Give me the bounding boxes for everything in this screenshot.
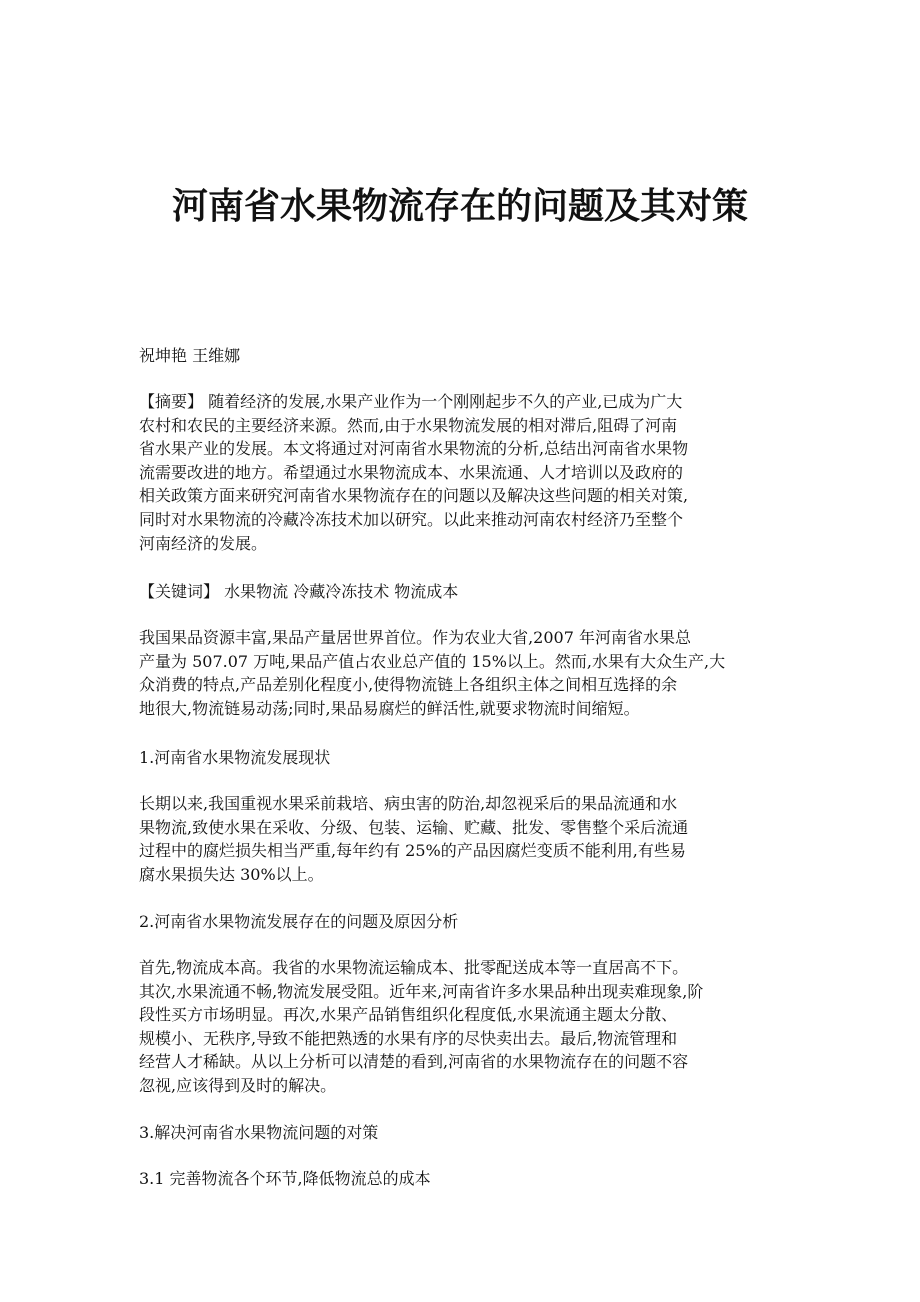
section-heading-1: 1.河南省水果物流发展现状 [139, 748, 331, 767]
subsection-heading-3-1: 3.1 完善物流各个环节,降低物流总的成本 [139, 1169, 431, 1188]
section-2-paragraph: 首先,物流成本高。我省的水果物流运输成本、批零配送成本等一直居高不下。 其次,水果流通不畅,物流发展受阻。近年来,河南省许多水果品种出现卖难现象,阶 段性买方市场明显。再次,水果产品销售组织化程度低,水果流通主题太分散、 规模小、无秩序,导致不能把熟透的水果有序的尽快卖出去。最后,物流管理和 经营人才稀缺。从以上分析可以清楚的看到,河南省的水果物流存在的问题不容 忽视,应该得到及时的解决。 [139, 958, 704, 1095]
section-1-paragraph: 长期以来,我国重视水果采前栽培、病虫害的防治,却忽视采后的果品流通和水 果物流,致使水果在采收、分级、包装、运输、贮藏、批发、零售整个采后流通 过程中的腐烂损失相当严重,每年约有 25%的产品因腐烂变质不能利用,有些易 腐水果损失达 30%以上。 [139, 794, 689, 884]
keywords-paragraph [139, 580, 784, 604]
authors: 祝坤艳 王维娜 [139, 346, 241, 365]
intro-paragraph: 我国果品资源丰富,果品产量居世界首位。作为农业大省,2007 年河南省水果总 产量为 507.07 万吨,果品产值占农业总产值的 15%以上。然而,水果有大众生产,大 众消费的特点,产品差别化程度小,使得物流链上各组织主体之间相互选择的余 地很大,物流链易动荡;同时,果品易腐烂的鲜活性,就要求物流时间缩短。 [139, 628, 726, 718]
section-heading-2: 2.河南省水果物流发展存在的问题及原因分析 [139, 912, 459, 931]
keywords-text: 水果物流 冷藏冷冻技术 物流成本 [219, 582, 459, 601]
keywords-label: 【关键词】 [139, 582, 220, 601]
abstract-label: 【摘要】 [139, 392, 204, 411]
document-title: 河南省水果物流存在的问题及其对策 [171, 186, 748, 227]
abstract-paragraph [139, 390, 784, 555]
section-heading-3: 3.解决河南省水果物流问题的对策 [139, 1123, 379, 1142]
abstract-text: 随着经济的发展,水果产业作为一个刚刚起步不久的产业,已成为广大 农村和农民的主要经济来源。然而,由于水果物流发展的相对滞后,阻碍了河南 省水果产业的发展。本文将通过对河南省水果物流的分析,总结出河南省水果物 流需要改进的地方。希望通过水果物流成本、水果流通、人才培训以及政府的 相关政策方面来研究河南省水果物流存在的问题以及解决这些问题的相关对策, 同时对水果物流的冷藏冷冻技术加以研究。以此来推动河南农村经济乃至整个 河南经济的发展。 [139, 392, 689, 553]
